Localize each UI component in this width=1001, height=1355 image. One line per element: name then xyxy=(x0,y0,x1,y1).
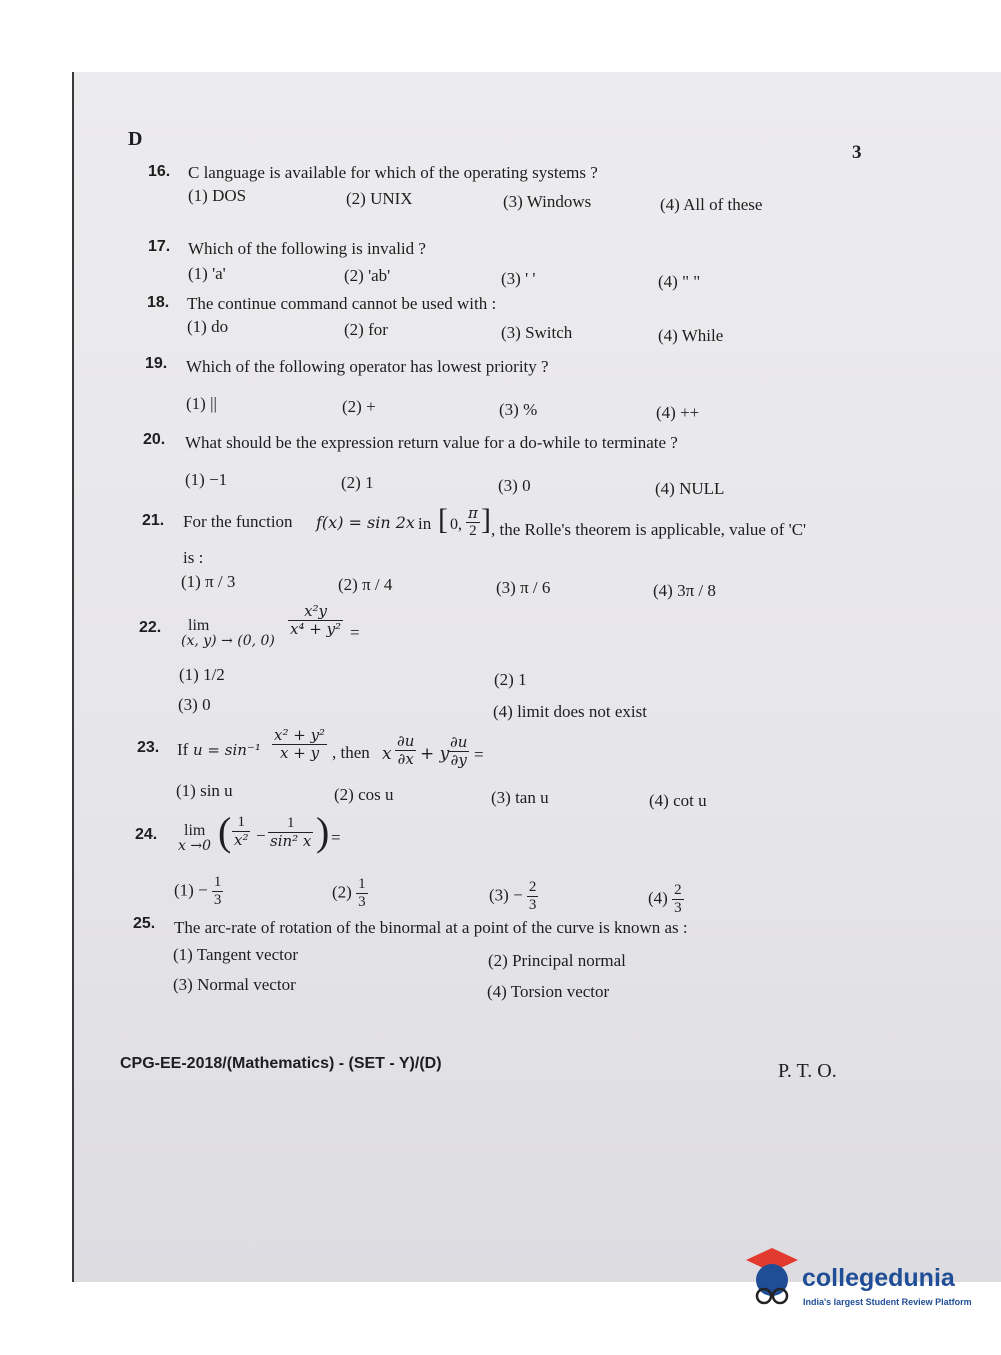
minus-sign: − xyxy=(256,826,266,845)
option-1 xyxy=(174,874,223,910)
paper-edge xyxy=(72,72,74,1282)
page-number: 3 xyxy=(852,142,862,163)
option-1: (1) π / 3 xyxy=(181,572,236,591)
option-1: (1) 1/2 xyxy=(179,665,225,684)
option-3: (3) 0 xyxy=(178,695,211,714)
option-denominator: 3 xyxy=(213,892,222,909)
option-4: (4) ++ xyxy=(656,403,700,422)
then-word: , then xyxy=(332,743,370,762)
option-2: (2) 1 xyxy=(341,473,374,492)
question-text: Which of the following operator has lowest priority ? xyxy=(186,357,549,376)
option-2: (2) UNIX xyxy=(346,189,413,208)
option-2: (2) + xyxy=(342,397,376,416)
u-expression: u = sin⁻¹ xyxy=(193,741,261,759)
term-numerator: 1 xyxy=(268,815,313,833)
option-2: (2) π / 4 xyxy=(338,575,393,594)
option-4: (4) All of these xyxy=(660,195,763,214)
option-4: (4) NULL xyxy=(655,479,725,498)
fraction-denominator: x⁴ + y² xyxy=(290,620,342,639)
question-number: 24. xyxy=(135,826,158,843)
option-3: (3) Normal vector xyxy=(173,975,296,994)
option-denominator: 3 xyxy=(528,897,537,914)
collegedunia-logo-icon xyxy=(744,1246,800,1308)
page-turn-over: P. T. O. xyxy=(778,1060,837,1082)
option-1: (1) −1 xyxy=(185,470,228,489)
question-number: 19. xyxy=(145,355,168,372)
option-3: (3) 0 xyxy=(498,476,531,495)
right-paren: ) xyxy=(316,809,330,854)
question-text: The arc-rate of rotation of the binormal at a point of the curve is known as : xyxy=(174,918,688,937)
term-one xyxy=(232,814,250,850)
left-paren: ( xyxy=(218,809,232,854)
partial-denominator: ∂x xyxy=(397,750,414,769)
question-text: The continue command cannot be used with : xyxy=(187,294,497,313)
partial-denominator: ∂y xyxy=(450,751,467,770)
option-2: (2) for xyxy=(344,320,388,339)
question-text-suffix: , the Rolle's theorem is applicable, value of 'C' xyxy=(491,520,807,539)
question-number: 21. xyxy=(142,512,165,529)
option-sign: − xyxy=(198,880,208,900)
option-denominator: 3 xyxy=(358,894,366,911)
option-numerator: 1 xyxy=(212,874,224,892)
set-letter: D xyxy=(128,128,143,150)
option-4: (4) " " xyxy=(658,272,701,291)
option-1: (1) sin u xyxy=(176,781,233,800)
right-bracket: ] xyxy=(481,503,491,536)
option-3: (3) Switch xyxy=(501,323,573,342)
limit-fraction xyxy=(288,603,343,639)
plus-y: + y xyxy=(420,744,450,764)
brand-tagline: India's largest Student Review Platform xyxy=(803,1297,972,1307)
paper-code: CPG-EE-2018/(Mathematics) - (SET - Y)/(D) xyxy=(120,1055,442,1072)
question-number: 18. xyxy=(147,294,170,311)
question-text-prefix: For the function xyxy=(183,512,293,531)
partial-y-fraction xyxy=(448,734,469,770)
option-2 xyxy=(332,876,368,912)
option-1: (1) do xyxy=(187,317,229,336)
fraction-numerator: x² + y² xyxy=(274,726,326,744)
in-word: in xyxy=(418,514,432,533)
option-denominator: 3 xyxy=(674,900,682,917)
option-3: (3) tan u xyxy=(491,788,549,807)
option-3: (3) ' ' xyxy=(501,269,536,288)
option-4 xyxy=(648,882,684,918)
option-4: (4) limit does not exist xyxy=(493,702,647,721)
question-text-prefix: If xyxy=(177,740,189,759)
limit-word: lim xyxy=(188,617,210,634)
function-expression: f(x) = sin 2x xyxy=(316,513,415,532)
option-2: (2) cos u xyxy=(334,785,394,804)
option-label: (3) xyxy=(489,885,509,905)
question-text: Which of the following is invalid ? xyxy=(188,239,426,258)
partial-numerator: ∂u xyxy=(450,733,468,751)
equals-sign: = xyxy=(331,828,341,847)
limit-word: lim xyxy=(184,822,206,839)
option-1: (1) Tangent vector xyxy=(173,945,299,964)
question-number: 17. xyxy=(148,238,171,255)
interval-fraction xyxy=(466,505,480,541)
term-two xyxy=(268,815,313,851)
option-numerator: 2 xyxy=(672,882,684,900)
equals-sign: = xyxy=(350,623,360,642)
option-4: (4) While xyxy=(658,326,724,345)
option-3 xyxy=(489,879,538,915)
question-number: 25. xyxy=(133,915,156,932)
question-text-continued: is : xyxy=(183,548,204,567)
option-4: (4) Torsion vector xyxy=(487,982,610,1001)
inverse-sine-fraction xyxy=(272,727,327,763)
partial-numerator: ∂u xyxy=(397,732,415,750)
brand-name: collegedunia xyxy=(802,1264,955,1292)
limit-subscript: x →0 xyxy=(178,838,211,854)
term-denominator: sin² x xyxy=(270,832,312,851)
option-label: (4) xyxy=(648,888,668,908)
option-1: (1) 'a' xyxy=(188,264,226,283)
option-4: (4) cot u xyxy=(649,791,707,810)
fraction-numerator: x²y xyxy=(288,603,343,621)
term-denominator: x² xyxy=(234,831,249,850)
fraction-denominator: x + y xyxy=(280,744,320,763)
term-numerator: 1 xyxy=(232,814,250,832)
option-numerator: 2 xyxy=(527,879,539,897)
question-text: C language is available for which of the operating systems ? xyxy=(188,163,598,182)
interval-denominator: 2 xyxy=(469,523,477,540)
option-4: (4) 3π / 8 xyxy=(653,581,716,600)
question-number: 16. xyxy=(148,163,171,180)
option-sign: − xyxy=(513,885,523,905)
option-2: (2) Principal normal xyxy=(488,951,626,970)
equals-sign: = xyxy=(474,745,484,764)
option-1: (1) || xyxy=(186,394,217,413)
left-bracket: [ xyxy=(438,503,448,536)
option-3: (3) π / 6 xyxy=(496,578,551,597)
option-2: (2) 1 xyxy=(494,670,527,689)
limit-subscript: (x, y) → (0, 0) xyxy=(181,633,275,649)
question-text: What should be the expression return value for a do-while to terminate ? xyxy=(185,433,678,452)
question-number: 22. xyxy=(139,619,162,636)
x-variable: x xyxy=(382,744,392,764)
option-3: (3) % xyxy=(499,400,538,419)
partial-x-fraction xyxy=(395,733,416,769)
interval-start: 0, xyxy=(450,516,462,533)
option-3: (3) Windows xyxy=(503,192,592,211)
question-number: 23. xyxy=(137,739,160,756)
option-label: (1) xyxy=(174,880,194,900)
option-numerator: 1 xyxy=(356,876,368,894)
question-number: 20. xyxy=(143,431,166,448)
option-label: (2) xyxy=(332,882,352,902)
option-1: (1) DOS xyxy=(188,186,247,205)
option-2: (2) 'ab' xyxy=(344,266,391,285)
logo-mark xyxy=(744,1246,800,1313)
interval-numerator: π xyxy=(468,504,478,522)
